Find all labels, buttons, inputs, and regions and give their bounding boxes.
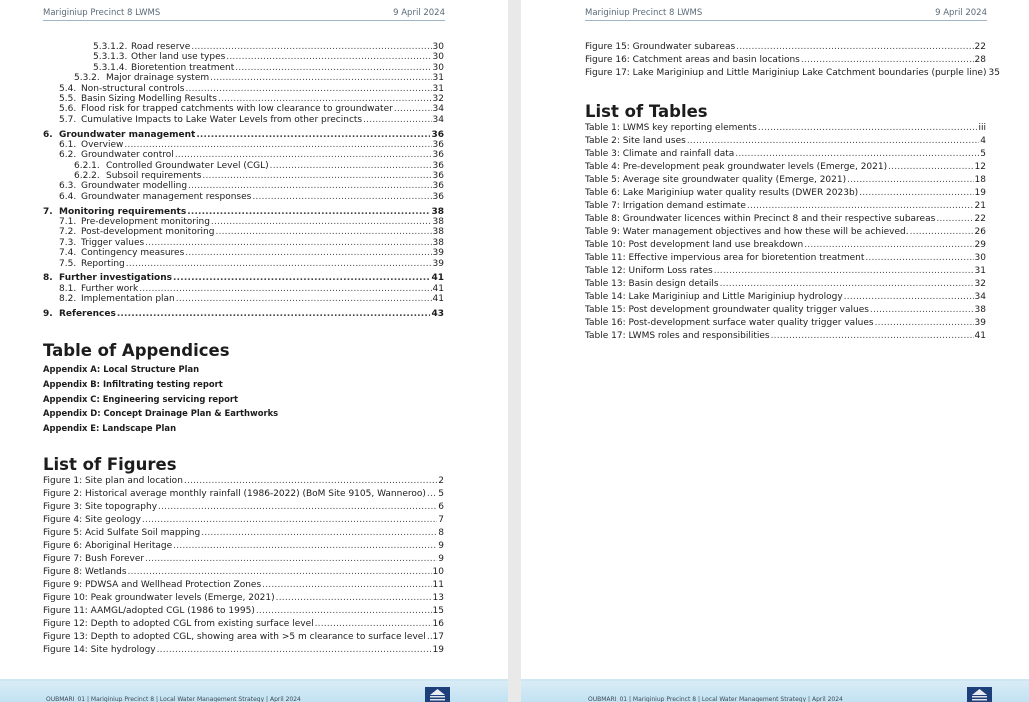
header-title: Mariginiup Precinct 8 LWMS [43,8,161,18]
table-entry-title: Table 14: Lake Mariginiup and Little Mariginiup hydrology [585,292,843,302]
dot-leader [847,174,973,187]
table-entry-title: Table 5: Average site groundwater quality (Emerge, 2021) [585,175,847,185]
dot-leader [875,317,974,330]
dot-leader [145,553,437,566]
toc-entry [43,294,444,304]
table-entry-title: Table 6: Lake Mariginiup water quality results (DWER 2023b) [585,188,859,198]
toc-entry-number: 5.3.1.2. [93,42,128,52]
toc-entry [43,284,444,294]
dot-leader [735,148,979,161]
toc-entry [43,130,444,140]
figure-entry-title: Figure 8: Wetlands [43,567,127,577]
toc-entry-page: 32 [432,93,444,104]
table-entry [585,226,986,239]
table-entry [585,122,986,135]
toc-entry-title: Bioretention treatment [131,62,235,73]
table-entry [585,174,986,187]
figure-entry-page: 7 [438,515,444,525]
toc-entry [43,248,444,258]
toc-entry-number: 7. [43,206,53,217]
dot-leader [801,54,974,67]
toc-entry-number: 8.1. [59,283,77,294]
table-entry-page: 38 [974,305,986,315]
toc-entry-page: 36 [432,171,444,182]
dot-leader [202,171,431,181]
dot-leader [865,252,973,265]
dot-leader [427,631,432,644]
toc-entry-page: 36 [432,150,444,161]
figure-entry [43,488,444,501]
table-entry-title: Table 8: Groundwater licences within Precinct 8 and their respective subareas [585,214,936,224]
dot-leader [126,259,432,269]
toc-entry-number: 5.4. [59,83,77,94]
toc-entry-number: 9. [43,308,53,319]
toc-entry [43,309,444,319]
table-entry [585,213,986,226]
toc-entry-page: 36 [431,129,444,140]
figure-entry [43,592,444,605]
dot-leader [173,273,430,283]
toc-entry-title: Overview [81,139,124,150]
toc-entry-page: 38 [432,237,444,248]
figure-entry-title: Figure 7: Bush Forever [43,554,145,564]
figure-entry-page: 9 [438,554,444,564]
toc-entry-page: 38 [432,227,444,238]
toc-entry-number: 6.3. [59,181,77,192]
toc-entry-title: Subsoil requirements [106,171,202,182]
table-entry [585,278,986,291]
figure-entry-page: 9 [438,541,444,551]
toc-entry-title: Flood risk for trapped catchments with low clearance to groundwater [81,104,393,115]
dot-leader [188,181,431,191]
figure-entry-page: 11 [432,580,444,590]
company-logo-icon [967,687,992,702]
dot-leader [218,94,432,104]
toc-entry-title: Road reserve [131,42,191,52]
table-entry-page: 12 [974,162,986,172]
page-header [585,8,987,21]
figure-entry [43,605,444,618]
table-entry [585,148,986,161]
dot-leader [173,540,437,553]
dot-leader [184,475,437,488]
table-entry-title: Table 3: Climate and rainfall data [585,149,735,159]
footer-text: OUBMARI_01 | Mariginiup Precinct 8 | Local Water Management Strategy | April 2024 [588,696,843,702]
toc-entry-page: 39 [432,258,444,269]
page-footer [0,679,508,702]
tables-heading: List of Tables [585,102,708,121]
toc-entry-number: 6.2.1. [74,160,100,171]
table-entry [585,265,986,278]
toc-entry-number: 8.2. [59,294,77,305]
dot-leader [185,248,431,258]
toc-entry [43,217,444,227]
table-entry [585,317,986,330]
toc-entry-title: Groundwater management responses [81,191,252,202]
dot-leader [187,207,430,217]
figure-entry [43,527,444,540]
figure-entry [43,644,444,657]
toc-entry-title: Trigger values [81,237,145,248]
table-entry-title: Table 16: Post-development surface water quality trigger values [585,318,874,328]
dot-leader [758,122,978,135]
table-entry [585,252,986,265]
toc-entry-title: Further work [81,283,139,294]
toc-entry-page: 36 [432,191,444,202]
toc-entry-page: 36 [432,181,444,192]
figure-entry-page: 13 [432,593,444,603]
toc-entry [43,140,444,150]
toc-entry-title: Monitoring requirements [59,206,187,217]
figure-entry-page: 8 [438,528,444,538]
table-entry-page: 26 [974,227,986,237]
toc-entry-page: 34 [432,114,444,125]
dot-leader [157,644,432,657]
figure-entry [43,514,444,527]
toc-entry-title: Contingency measures [81,248,185,259]
figure-entry-page: 35 [988,68,1000,78]
table-entry-title: Table 2: Site land uses [585,136,686,146]
toc-entry-number: 6.2. [59,150,77,161]
toc-entry [43,115,444,125]
dot-leader [176,294,432,304]
dot-leader [859,187,973,200]
toc-entry-number: 5.5. [59,93,77,104]
toc-entry-title: Controlled Groundwater Level (CGL) [106,160,269,171]
table-of-contents [43,42,444,319]
table-entry-page: 30 [974,253,986,263]
page-header [43,8,445,21]
page-footer [521,679,1029,702]
figure-entry-page: 16 [432,619,444,629]
table-entry-page: 18 [974,175,986,185]
table-entry-title: Table 10: Post development land use breakdown [585,240,804,250]
toc-entry-number: 7.4. [59,248,77,259]
toc-entry-number: 5.7. [59,114,77,125]
toc-entry-title: Other land use types [131,52,226,63]
appendix-entry: Appendix C: Engineering servicing report [43,393,238,404]
dot-leader [270,161,432,171]
figure-entry-page: 28 [974,55,986,65]
dot-leader [158,501,437,514]
figure-entry-page: 10 [432,567,444,577]
toc-entry-title: Major drainage system [106,73,210,84]
figure-entry-page: 22 [974,42,986,52]
dot-leader [256,605,432,618]
appendix-entry: Appendix B: Infiltrating testing report [43,378,223,389]
appendix-entry: Appendix A: Local Structure Plan [43,364,200,374]
toc-entry-number: 7.1. [59,217,77,228]
dot-leader [844,291,974,304]
dot-leader [252,192,431,202]
toc-entry-number: 5.3.1.3. [93,52,128,63]
table-entry [585,304,986,317]
figure-entry-title: Figure 3: Site topography [43,502,158,512]
dot-leader [117,309,431,319]
dot-leader [687,135,979,148]
toc-entry-page: 34 [432,104,444,115]
toc-entry-title: Post-development monitoring [81,227,215,238]
toc-entry-page: 36 [432,139,444,150]
toc-entry-page: 38 [431,206,444,217]
figure-entry-title: Figure 2: Historical average monthly rainfall (1986-2022) (BoM Site 9105, Wanneroo) [43,489,426,499]
dot-leader [315,618,432,631]
toc-entry-number: 5.3.1.4. [93,62,128,73]
toc-entry [43,42,444,52]
toc-entry [43,207,444,217]
dot-leader [210,73,431,83]
dot-leader [185,84,431,94]
dot-leader [139,284,431,294]
dot-leader [394,104,432,114]
dot-leader [276,592,432,605]
toc-entry-number: 6.4. [59,191,77,202]
toc-entry-number: 5.6. [59,104,77,115]
dot-leader [226,52,431,62]
table-entry-page: 32 [974,279,986,289]
company-logo-icon [425,687,450,702]
dot-leader [211,217,432,227]
toc-entry-title: Groundwater control [81,150,174,161]
toc-entry [43,73,444,83]
toc-entry [43,273,444,283]
table-entry-title: Table 4: Pre-development peak groundwater levels (Emerge, 2021) [585,162,888,172]
figure-entry-page: 6 [438,502,444,512]
figure-entry [43,579,444,592]
figures-heading: List of Figures [43,455,177,474]
figure-entry [585,54,986,67]
figure-entry [43,540,444,553]
toc-entry-number: 6.2.2. [74,171,100,182]
toc-entry-number: 8. [43,273,53,284]
toc-entry-number: 7.2. [59,227,77,238]
figure-entry-page: 17 [432,632,444,642]
figure-entry-title: Figure 15: Groundwater subareas [585,42,736,52]
toc-entry [43,181,444,191]
table-entry-page: 5 [980,149,986,159]
toc-entry [43,150,444,160]
figure-entry-title: Figure 6: Aboriginal Heritage [43,541,173,551]
dot-leader [936,213,973,226]
toc-entry [43,259,444,269]
table-entry-title: Table 9: Water management objectives and how these will be achieved. [585,227,909,237]
dot-leader [175,150,432,160]
toc-entry [43,94,444,104]
figure-entry-page: 5 [438,489,444,499]
toc-entry-page: 38 [432,217,444,228]
dot-leader [262,579,431,592]
toc-entry-page: 41 [432,283,444,294]
dot-leader [191,42,431,52]
toc-entry [43,161,444,171]
figure-entry [43,501,444,514]
header-date: 9 April 2024 [935,8,987,18]
toc-entry [43,171,444,181]
table-entry-title: Table 13: Basin design details [585,279,719,289]
toc-entry-page: 30 [432,42,444,52]
dot-leader [747,200,974,213]
table-entry-page: 21 [974,201,986,211]
toc-entry [43,52,444,62]
table-entry [585,187,986,200]
figure-entry [585,41,986,54]
table-entry-title: Table 17: LWMS roles and responsibilities [585,331,770,341]
appendices-list [43,362,278,436]
toc-entry-page: 41 [431,273,444,284]
toc-entry-page: 30 [432,52,444,63]
figure-entry-title: Figure 13: Depth to adopted CGL, showing area with >5 m clearance to surface level [43,632,426,642]
table-entry [585,161,986,174]
figure-entry-title: Figure 11: AAMGL/adopted CGL (1986 to 1995) [43,606,255,616]
toc-entry-page: 31 [432,83,444,94]
table-entry-title: Table 15: Post development groundwater quality trigger values [585,305,869,315]
table-entry-title: Table 1: LWMS key reporting elements [585,123,757,133]
dot-leader [142,514,437,527]
footer-text: OUBMARI_01 | Mariginiup Precinct 8 | Local Water Management Strategy | April 2024 [46,696,301,702]
toc-entry-page: 31 [432,73,444,84]
toc-entry-title: Cumulative Impacts to Lake Water Levels from other precincts [81,114,363,125]
toc-entry-title: Groundwater management [59,129,196,140]
figure-entry [585,67,1000,80]
table-entry-page: 4 [980,136,986,146]
dot-leader [124,140,431,150]
figure-entry-title: Figure 10: Peak groundwater levels (Emerge, 2021) [43,593,275,603]
table-entry-page: 22 [974,214,986,224]
dot-leader [145,238,431,248]
toc-entry-title: Groundwater modelling [81,181,188,192]
figure-entry-page: 15 [432,606,444,616]
tables-list [585,122,986,343]
dot-leader [736,41,973,54]
dot-leader [196,130,430,140]
table-entry-page: 29 [974,240,986,250]
toc-entry [43,192,444,202]
table-entry-title: Table 11: Effective impervious area for bioretention treatment [585,253,865,263]
appendix-entry: Appendix E: Landscape Plan [43,423,177,434]
table-entry-page: 34 [974,292,986,302]
toc-entry-title: Implementation plan [81,294,175,305]
toc-entry-page: 41 [432,294,444,305]
dot-leader [870,304,974,317]
figure-entry [43,566,444,579]
dot-leader [235,63,431,73]
table-entry [585,330,986,343]
toc-entry [43,227,444,237]
dot-leader [804,239,973,252]
table-entry [585,135,986,148]
dot-leader [714,265,974,278]
dot-leader [201,527,437,540]
toc-entry-number: 5.3.2. [74,73,100,84]
appendices-heading: Table of Appendices [43,341,230,360]
figure-entry-title: Figure 9: PDWSA and Wellhead Protection Zones [43,580,262,590]
toc-entry-page: 43 [431,308,444,319]
figure-entry-title: Figure 14: Site hydrology [43,645,156,655]
figure-entry [43,475,444,488]
dot-leader [771,330,974,343]
toc-entry-title: References [59,308,116,319]
table-entry-page: 39 [974,318,986,328]
toc-entry-page: 30 [432,62,444,73]
figure-entry [43,618,444,631]
toc-entry-title: Further investigations [59,273,172,284]
table-entry [585,291,986,304]
figure-entry [43,631,444,644]
toc-entry-number: 6.1. [59,139,77,150]
document-page-left [0,0,508,702]
toc-entry [43,104,444,114]
toc-entry-number: 7.5. [59,258,77,269]
table-entry-page: 31 [974,266,986,276]
table-entry [585,200,986,213]
table-entry-page: iii [978,123,986,133]
toc-entry-title: Non-structural controls [81,83,185,94]
toc-entry [43,84,444,94]
table-entry-title: Table 7: Irrigation demand estimate [585,201,746,211]
header-title: Mariginiup Precinct 8 LWMS [585,8,703,18]
dot-leader [888,161,973,174]
header-date: 9 April 2024 [393,8,445,18]
toc-entry-number: 7.3. [59,237,77,248]
figure-entry-title: Figure 4: Site geology [43,515,141,525]
figure-entry-title: Figure 1: Site plan and location [43,476,183,486]
toc-entry [43,238,444,248]
figure-entry-title: Figure 12: Depth to adopted CGL from existing surface level [43,619,314,629]
figure-entry-page: 2 [438,476,444,486]
dot-leader [363,115,431,125]
dot-leader [215,227,431,237]
toc-entry [43,63,444,73]
figures-list [43,475,444,657]
table-entry [585,239,986,252]
dot-leader [910,226,974,239]
table-entry-title: Table 12: Uniform Loss rates [585,266,713,276]
figure-entry-title: Figure 17: Lake Mariginiup and Little Mariginiup Lake Catchment boundaries (purple line) [585,68,987,78]
figure-entry [43,553,444,566]
table-entry-page: 19 [974,188,986,198]
toc-entry-page: 36 [432,160,444,171]
figure-entry-title: Figure 16: Catchment areas and basin locations [585,55,800,65]
dot-leader [128,566,432,579]
appendix-entry: Appendix D: Concept Drainage Plan & Earthworks [43,408,279,419]
dot-leader [720,278,974,291]
table-entry-page: 41 [974,331,986,341]
figures-list-continued [585,41,1000,80]
toc-entry-number: 6. [43,129,53,140]
document-page-right [521,0,1029,702]
toc-entry-title: Reporting [81,258,125,269]
dot-leader [427,488,437,501]
figure-entry-title: Figure 5: Acid Sulfate Soil mapping [43,528,201,538]
toc-entry-title: Basin Sizing Modelling Results [81,93,217,104]
figure-entry-page: 19 [432,645,444,655]
toc-entry-title: Pre-development monitoring [81,217,210,228]
toc-entry-page: 39 [432,248,444,259]
